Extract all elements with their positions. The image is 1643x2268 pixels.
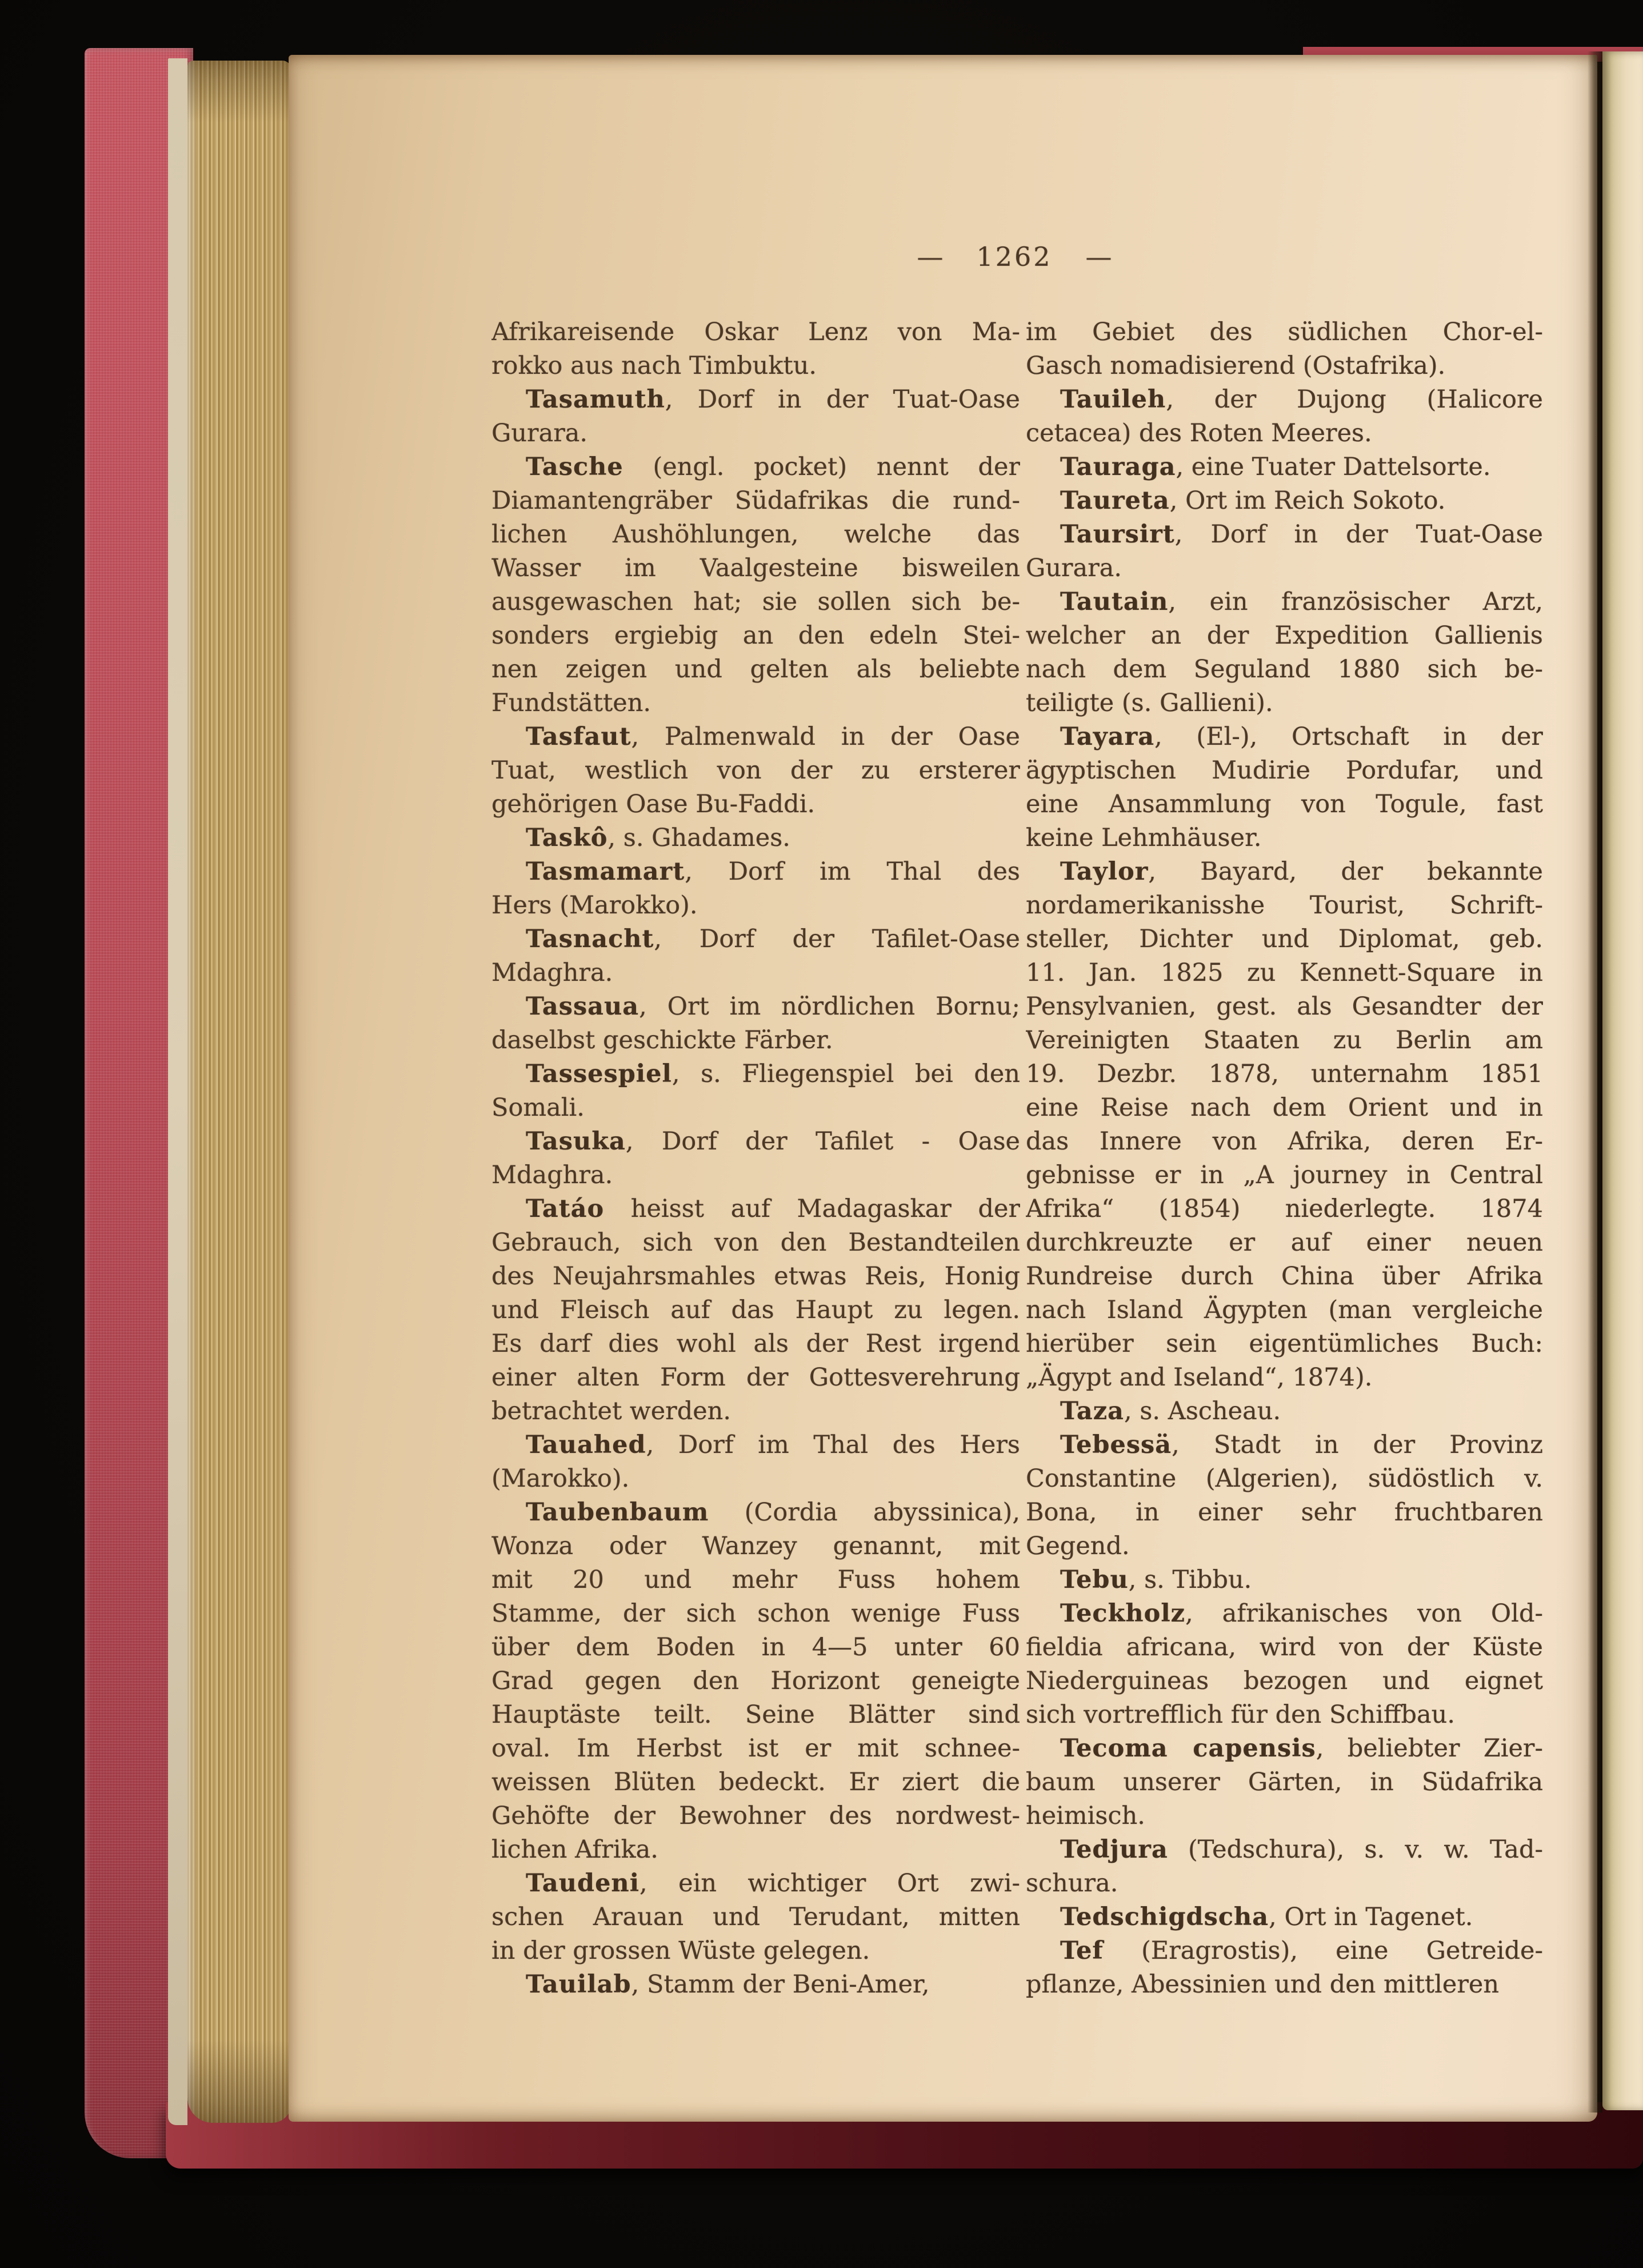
- text-line: Tebu, s. Tibbu.: [1060, 1566, 1252, 1594]
- text-line: Gurara.: [1026, 554, 1122, 582]
- text-line: rokko aus nach Timbuktu.: [491, 352, 817, 380]
- text-line: einer alten Form der Gottesverehrung: [491, 1363, 1020, 1392]
- text-line: ausgewaschen hat; sie sollen sich be-: [491, 588, 1020, 616]
- text-line: Taudeni, ein wichtiger Ort zwi-: [526, 1869, 1020, 1898]
- text-line: über dem Boden in 4—5 unter 60: [491, 1633, 1020, 1662]
- text-line: Es darf dies wohl als der Rest irgend: [491, 1329, 1020, 1358]
- text-line: schen Arauan und Terudant, mitten: [491, 1903, 1020, 1931]
- text-line: baum unserer Gärten, in Südafrika: [1026, 1768, 1543, 1796]
- text-line: Somali.: [491, 1093, 585, 1122]
- text-line: eine Ansammlung von Togule, fast: [1026, 790, 1543, 818]
- text-line: Grad gegen den Horizont geneigte: [491, 1667, 1020, 1695]
- text-line: Gasch nomadisierend (Ostafrika).: [1026, 352, 1446, 380]
- text-line: ägyptischen Mudirie Pordufar, und: [1026, 756, 1543, 785]
- text-line: Tasmamart, Dorf im Thal des: [526, 857, 1020, 886]
- text-line: in der grossen Wüste gelegen.: [491, 1936, 870, 1965]
- text-line: nach dem Seguland 1880 sich be-: [1026, 655, 1543, 684]
- text-line: Wonza oder Wanzey genannt, mit: [491, 1532, 1020, 1560]
- text-line: Tasche (engl. pocket) nennt der: [526, 453, 1020, 481]
- text-line: Tatáo heisst auf Madagaskar der: [526, 1195, 1020, 1223]
- text-line: pflanze, Abessinien und den mittleren: [1026, 1970, 1500, 1999]
- text-line: Stamme, der sich schon wenige Fuss: [491, 1599, 1020, 1628]
- text-line: welcher an der Expedition Gallienis: [1026, 621, 1543, 650]
- text-line: eine Reise nach dem Orient und in: [1026, 1093, 1543, 1122]
- text-line: Tasuka, Dorf der Tafilet - Oase: [526, 1127, 1020, 1156]
- text-line: Tecoma capensis, beliebter Zier-: [1060, 1734, 1543, 1763]
- text-line: Taylor, Bayard, der bekannte: [1060, 857, 1543, 886]
- page-block-fore-edge: [187, 61, 291, 2123]
- text-line: Fundstätten.: [491, 689, 651, 717]
- header-dash-right: —: [1085, 241, 1112, 272]
- book-gutter-shadow: [1588, 51, 1602, 2113]
- text-line: hierüber sein eigentümliches Buch:: [1026, 1329, 1543, 1358]
- text-line: (Marokko).: [491, 1464, 630, 1493]
- text-line: Mdaghra.: [491, 959, 613, 987]
- text-line: nordamerikanisshe Tourist, Schrift-: [1026, 891, 1543, 920]
- text-line: Tasamuth, Dorf in der Tuat-Oase: [526, 385, 1020, 414]
- text-line: des Neujahrsmahles etwas Reis, Honig: [491, 1262, 1020, 1291]
- text-line: Gegend.: [1026, 1532, 1130, 1560]
- header-dash-left: —: [917, 241, 944, 272]
- text-line: Bona, in einer sehr fruchtbaren: [1026, 1498, 1543, 1527]
- text-line: Tasfaut, Palmenwald in der Oase: [526, 722, 1020, 751]
- page-header: [491, 241, 1537, 281]
- text-line: heimisch.: [1026, 1802, 1145, 1830]
- text-line: durchkreuzte er auf einer neuen: [1026, 1228, 1543, 1257]
- text-line: Tauilab, Stamm der Beni-Amer,: [526, 1970, 930, 1999]
- text-line: Niederguineas bezogen und eignet: [1026, 1667, 1543, 1695]
- text-line: 11. Jan. 1825 zu Kennett-Square in: [1026, 959, 1543, 987]
- text-line: daselbst geschickte Färber.: [491, 1026, 833, 1055]
- text-line: Tauileh, der Dujong (Halicore: [1060, 385, 1543, 414]
- text-line: Hers (Marokko).: [491, 891, 698, 920]
- column-left: [491, 316, 1020, 2019]
- text-line: Taursirt, Dorf in der Tuat-Oase: [1060, 520, 1543, 549]
- text-line: schura.: [1026, 1869, 1118, 1898]
- text-line: gebnisse er in „A journey in Central: [1026, 1161, 1543, 1189]
- text-line: Teckholz, afrikanisches von Old-: [1060, 1599, 1543, 1628]
- text-line: Tef (Eragrostis), eine Getreide-: [1060, 1936, 1543, 1965]
- column-right: [1026, 316, 1543, 2019]
- text-line: Diamantengräber Südafrikas die rund-: [491, 486, 1020, 515]
- text-line: und Fleisch auf das Haupt zu legen.: [491, 1296, 1020, 1324]
- text-line: Tassespiel, s. Fliegenspiel bei den: [526, 1060, 1020, 1088]
- text-line: „Ägypt and Iseland“, 1874).: [1026, 1363, 1373, 1392]
- text-line: steller, Dichter und Diplomat, geb.: [1026, 925, 1543, 953]
- text-line: Gehöfte der Bewohner des nordwest-: [491, 1802, 1020, 1830]
- text-line: gehörigen Oase Bu-Faddi.: [491, 790, 815, 818]
- page-number: 1262: [976, 241, 1053, 272]
- text-line: Hauptäste teilt. Seine Blätter sind: [491, 1700, 1020, 1729]
- text-line: cetacea) des Roten Meeres.: [1026, 419, 1372, 448]
- text-line: Tedjura (Tedschura), s. v. w. Tad-: [1060, 1835, 1543, 1864]
- text-line: Tedschigdscha, Ort in Tagenet.: [1060, 1903, 1473, 1931]
- text-line: Constantine (Algerien), südöstlich v.: [1026, 1464, 1543, 1493]
- text-line: mit 20 und mehr Fuss hohem: [491, 1566, 1020, 1594]
- text-line: Wasser im Vaalgesteine bisweilen: [491, 554, 1020, 582]
- text-line: betrachtet werden.: [491, 1397, 731, 1426]
- text-line: Tassaua, Ort im nördlichen Bornu;: [526, 992, 1020, 1021]
- text-line: Tasnacht, Dorf der Tafilet-Oase: [526, 925, 1020, 953]
- text-line: lichen Aushöhlungen, welche das: [491, 520, 1020, 549]
- text-line: nen zeigen und gelten als beliebte: [491, 655, 1020, 684]
- text-line: keine Lehmhäuser.: [1026, 824, 1262, 852]
- text-line: fieldia africana, wird von der Küste: [1026, 1633, 1543, 1662]
- text-line: Pensylvanien, gest. als Gesandter der: [1026, 992, 1543, 1021]
- text-line: Afrika“ (1854) niederlegte. 1874: [1026, 1195, 1543, 1223]
- text-line: Afrikareisende Oskar Lenz von Ma-: [491, 318, 1020, 346]
- text-line: Taza, s. Ascheau.: [1060, 1397, 1281, 1426]
- text-line: nach Island Ägypten (man vergleiche: [1026, 1296, 1543, 1324]
- text-line: Taureta, Ort im Reich Sokoto.: [1060, 486, 1446, 515]
- text-line: Tautain, ein französischer Arzt,: [1060, 588, 1543, 616]
- text-line: das Innere von Afrika, deren Er-: [1026, 1127, 1543, 1156]
- text-line: Tebessä, Stadt in der Provinz: [1060, 1431, 1543, 1459]
- text-line: Tauraga, eine Tuater Dattelsorte.: [1060, 453, 1491, 481]
- text-line: Vereinigten Staaten zu Berlin am: [1026, 1026, 1543, 1055]
- text-line: Tauahed, Dorf im Thal des Hers: [526, 1431, 1020, 1459]
- lexicon-page: [289, 55, 1597, 2122]
- text-line: Tayara, (El-), Ortschaft in der: [1060, 722, 1543, 751]
- text-line: 19. Dezbr. 1878, unternahm 1851: [1026, 1060, 1543, 1088]
- text-line: Tuat, westlich von der zu ersterer: [491, 756, 1020, 785]
- text-line: sonders ergiebig an den edeln Stei-: [491, 621, 1020, 650]
- text-line: weissen Blüten bedeckt. Er ziert die: [491, 1768, 1020, 1796]
- text-line: Taubenbaum (Cordia abyssinica),: [526, 1498, 1020, 1527]
- text-line: Taskô, s. Ghadames.: [526, 824, 790, 852]
- endpaper-strip: [168, 58, 187, 2125]
- text-line: Gebrauch, sich von den Bestandteilen: [491, 1228, 1020, 1257]
- text-line: oval. Im Herbst ist er mit schnee-: [491, 1734, 1020, 1763]
- text-line: im Gebiet des südlichen Chor-el-: [1026, 318, 1543, 346]
- text-line: lichen Afrika.: [491, 1835, 658, 1864]
- text-line: sich vortrefflich für den Schiffbau.: [1026, 1700, 1456, 1729]
- text-line: teiligte (s. Gallieni).: [1026, 689, 1273, 717]
- text-line: Gurara.: [491, 419, 588, 448]
- text-line: Mdaghra.: [491, 1161, 613, 1189]
- facing-page-sliver: [1602, 51, 1643, 2110]
- text-line: Rundreise durch China über Afrika: [1026, 1262, 1543, 1291]
